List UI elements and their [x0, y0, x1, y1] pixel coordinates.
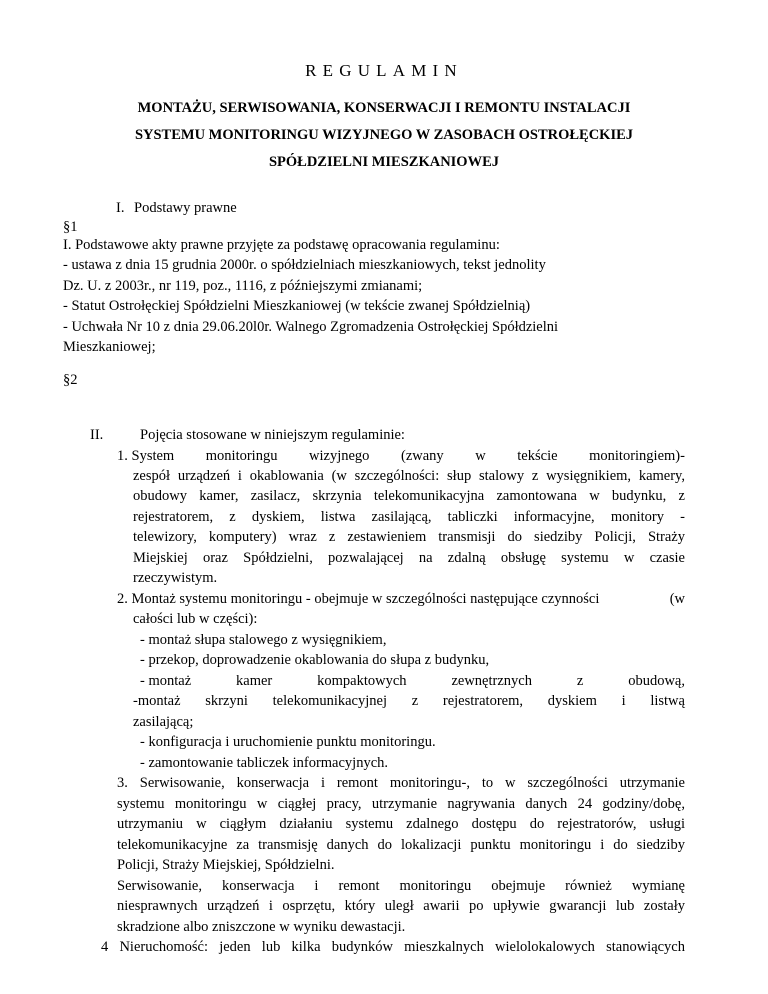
- word: obudową,: [628, 673, 685, 689]
- heading-line-3: SPÓŁDZIELNI MIESZKANIOWEJ: [268, 154, 500, 170]
- item-3-line: Serwisowanie, konserwacja i remont monitoringu obejmuje również wymianę: [117, 878, 685, 894]
- item-2-bullet: - konfiguracja i uruchomienie punktu monitoringu.: [140, 734, 436, 750]
- word: dyskiem: [547, 693, 597, 709]
- word: -montaż: [133, 693, 181, 709]
- item-3-line: systemu monitoringu w ciągłej pracy, utrzymanie nagrywania danych 24 godziny/dobę,: [117, 796, 685, 812]
- item-2-line: zasilającą;: [133, 714, 194, 730]
- item-3-line: utrzymaniu w ciągłym działaniu systemu zdalnego dostępu do rejestratorów, usługi: [117, 816, 685, 832]
- section-1-title: Podstawy prawne: [134, 200, 237, 216]
- item-4-line: 4 Nieruchomość: jeden lub kilka budynków mieszkalnych wielolokalowych stanowiących: [101, 939, 685, 955]
- heading-line-1: MONTAŻU, SERWISOWANIA, KONSERWACJI I REMONTU INSTALACJI: [137, 100, 631, 116]
- word: tekście: [517, 448, 558, 464]
- item-3-line: niesprawnych urządzeń i osprzętu, który uległ awarii po upływie gwarancji lub zostały: [117, 898, 685, 914]
- word: w: [475, 448, 486, 464]
- item-1-line: rejestratorem, z dyskiem, listwa zasilającą, tabliczki informacyjne, monitory -: [133, 509, 685, 525]
- word: telekomunikacyjnej: [272, 693, 387, 709]
- item-1-line: Miejskiej oraz Spółdzielni, pozwalającej na zdalną obsługę systemu w czasie: [133, 550, 685, 566]
- word: monitoringu: [205, 448, 278, 464]
- phrase: 2. Montaż systemu monitoringu - obejmuje w szczególności następujące czynności: [117, 591, 600, 607]
- paragraph-2-mark: §2: [63, 372, 78, 388]
- section-1-numeral: I.: [116, 200, 125, 216]
- section-1-line: Dz. U. z 2003r., nr 119, poz., 1116, z późniejszymi zmianami;: [63, 278, 423, 294]
- section-2-title: Pojęcia stosowane w niniejszym regulaminie:: [140, 427, 405, 443]
- word: monitoringiem)-: [589, 448, 685, 464]
- item-2-bullet: - przekop, doprowadzenie okablowania do słupa z budynku,: [140, 652, 490, 668]
- section-1-line: - Uchwała Nr 10 z dnia 29.06.20l0r. Walnego Zgromadzenia Ostrołęckiej Spółdzielni: [63, 319, 559, 335]
- item-2-bullet-box: [133, 691, 685, 712]
- item-3-line: telekomunikacyjne za transmisję danych do lokalizacji punktu monitoringu i do siedziby: [117, 837, 685, 853]
- phrase: (w: [669, 591, 685, 607]
- item-1-first-line: [117, 446, 685, 467]
- item-1-line: zespół urządzeń i okablowania (w szczególności: słup stalowy z wysięgnikiem, kamery,: [133, 468, 685, 484]
- word: (zwany: [401, 448, 444, 464]
- word: i: [621, 693, 626, 709]
- word: kompaktowych: [317, 673, 407, 689]
- item-1-line: obudowy kamer, zasilacz, skrzynia telekomunikacyjna zamontowana w budynku, z: [133, 488, 685, 504]
- item-2-first-line: [117, 589, 685, 610]
- item-1-line: telewizory, komputery) wraz z zestawieniem transmisji do siedziby Policji, Straży: [133, 529, 685, 545]
- document-title: REGULAMIN: [305, 61, 463, 80]
- item-1-line: rzeczywistym.: [133, 570, 218, 586]
- word: listwą: [650, 693, 685, 709]
- word: 1. System: [117, 448, 175, 464]
- word: zewnętrznych: [451, 673, 532, 689]
- section-1-line: - ustawa z dnia 15 grudnia 2000r. o spółdzielniach mieszkaniowych, tekst jednolity: [63, 257, 546, 273]
- item-3-line: Policji, Straży Miejskiej, Spółdzielni.: [117, 857, 335, 873]
- item-2-bullet: - zamontowanie tabliczek informacyjnych.: [140, 755, 389, 771]
- item-2-bullet: - montaż słupa stalowego z wysięgnikiem,: [140, 632, 387, 648]
- word: skrzyni: [205, 693, 248, 709]
- item-2-bullet-cameras: [140, 671, 685, 692]
- word: wizyjnego: [309, 448, 370, 464]
- word: rejestratorem,: [442, 693, 523, 709]
- section-1-line: Mieszkaniowej;: [63, 339, 156, 355]
- section-1-line: I. Podstawowe akty prawne przyjęte za podstawę opracowania regulaminu:: [63, 237, 500, 253]
- item-3-line: 3. Serwisowanie, konserwacja i remont monitoringu-, to w szczególności utrzymanie: [117, 775, 685, 791]
- section-2-numeral: II.: [90, 427, 104, 443]
- word: z: [576, 673, 584, 689]
- item-3-line: skradzione albo zniszczone w wyniku dewastacji.: [117, 919, 406, 935]
- item-2-line: całości lub w części):: [133, 611, 258, 627]
- word: - montaż: [140, 673, 192, 689]
- word: z: [411, 693, 419, 709]
- heading-line-2: SYSTEMU MONITORINGU WIZYJNEGO W ZASOBACH OSTROŁĘCKIEJ: [134, 127, 634, 143]
- word: kamer: [236, 673, 273, 689]
- section-1-line: - Statut Ostrołęckiej Spółdzielni Mieszkaniowej (w tekście zwanej Spółdzielnią): [63, 298, 531, 314]
- paragraph-1-mark: §1: [63, 219, 78, 235]
